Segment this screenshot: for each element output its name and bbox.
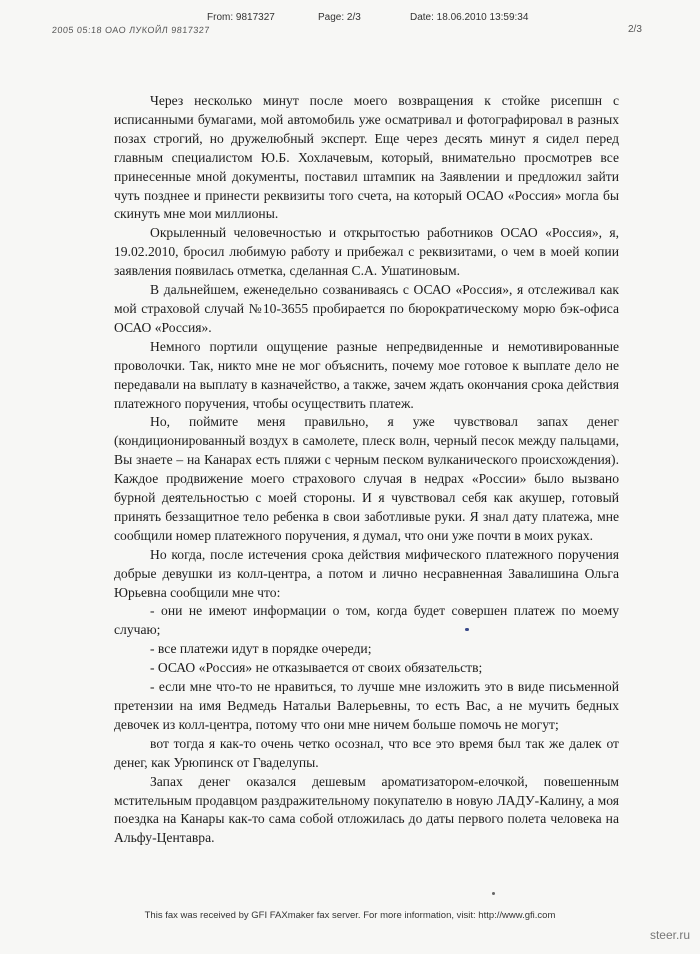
paragraph: В дальнейшем, еженедельно созваниваясь с ОСАО «Россия», я отслеживал как мой страховой случай №10-3655 пробирается по бюрократическому морю бэк-офиса ОСАО «Россия». (114, 282, 619, 335)
paragraph: Но когда, после истечения срока действия мифического платежного поручения добрые девушки из колл-центра, а потом и лично несравненная Завалишина Ольга Юрьевна сообщили мне что: (114, 546, 619, 600)
list-item: - ОСАО «Россия» не отказывается от своих обязательств; (150, 660, 483, 676)
site-watermark: steer.ru (649, 928, 690, 942)
fax-pages: Page: 2/3 (318, 12, 361, 23)
fax-from: From: 9817327 (207, 12, 275, 23)
fax-header (0, 12, 700, 42)
fax-sender-stamp: 2005 05:18 ОАО ЛУКОЙЛ 9817327 (51, 25, 211, 35)
ink-speck (465, 628, 469, 631)
ink-speck (492, 892, 495, 895)
list-item: - все платежи идут в порядке очереди; (150, 641, 372, 657)
paragraph: Через несколько минут после моего возвращения к стойке рисепшн с исписанными бумагами, мой автомобиль уже осматривал и фотографировал в разных позах строгий, но дружелюбный эксперт. Еще через десять минут я сидел перед главным специалистом Ю.Б. Хохлачевым, который, внимательно просмотрев все принесенные мной документы, поставил штампик на Заявлении и предложил зайти чуть позднее и принести реквизиты того счета, на который ОСАО «Россия» могла бы скинуть мне мои миллионы. (114, 93, 619, 222)
list-item: - они не имеют информации о том, когда будет совершен платеж по моему случаю; (114, 603, 619, 638)
fax-footer: This fax was received by GFI FAXmaker fax server. For more information, visit: http://www.gfi.com (144, 910, 556, 921)
fax-date: Date: 18.06.2010 13:59:34 (410, 12, 529, 23)
paragraph: Немного портили ощущение разные непредвиденные и немотивированные проволочки. Так, никто мне не мог объяснить, почему мое готовое к выплате дело не передавали на выплату в казначейство, а также, зачем ждать окончания срока действия платежного поручения, чтобы осуществить платеж. (114, 338, 619, 411)
paragraph: Запах денег оказался дешевым ароматизатором-елочкой, повешенным мстительным продавцом раздражительному покупателю в новую ЛАДУ-Калину, а моя поездка на Канары как-то сама собой отложилась до даты первого полета человека на Альфу-Центавра. (114, 773, 619, 846)
paragraph: вот тогда я как-то очень четко осознал, что все это время был так же далек от денег, как Урюпинск от Гваделупы. (114, 735, 619, 770)
paragraph: Окрыленный человечностью и открытостью работников ОСАО «Россия», я, 19.02.2010, бросил любимую работу и прибежал с реквизитами, о чем в моей копии заявления появилась отметка, сделанная С.А. Ушатиновым. (114, 225, 619, 279)
paragraph: Но, поймите меня правильно, я уже чувствовал запах денег (кондиционированный воздух в самолете, плеск волн, черный песок между пальцами, Вы знаете – на Канарах есть пляжи с черным песком вулканического происхождения). Каждое продвижение моего страхового случая в недрах «России» было вызвано бурной деятельностью с моей стороны. И я чувствовал себя как акушер, готовый принять беззащитное тело ребенка в свои заботливые руки. Я знал дату платежа, мне сообщили номер платежного поручения, я думал, что они уже почти в моих руках. (114, 414, 619, 543)
letter-body (114, 92, 619, 848)
list-item: - если мне что-то не нравиться, то лучше мне изложить это в виде письменной претензии на имя Ведмедь Натальи Валерьевны, то есть Вас, а не мучить бедных девочек из колл-центра, потому что они мне ничем больше помочь не могут; (114, 679, 619, 732)
page-number: 2/3 (628, 24, 642, 35)
